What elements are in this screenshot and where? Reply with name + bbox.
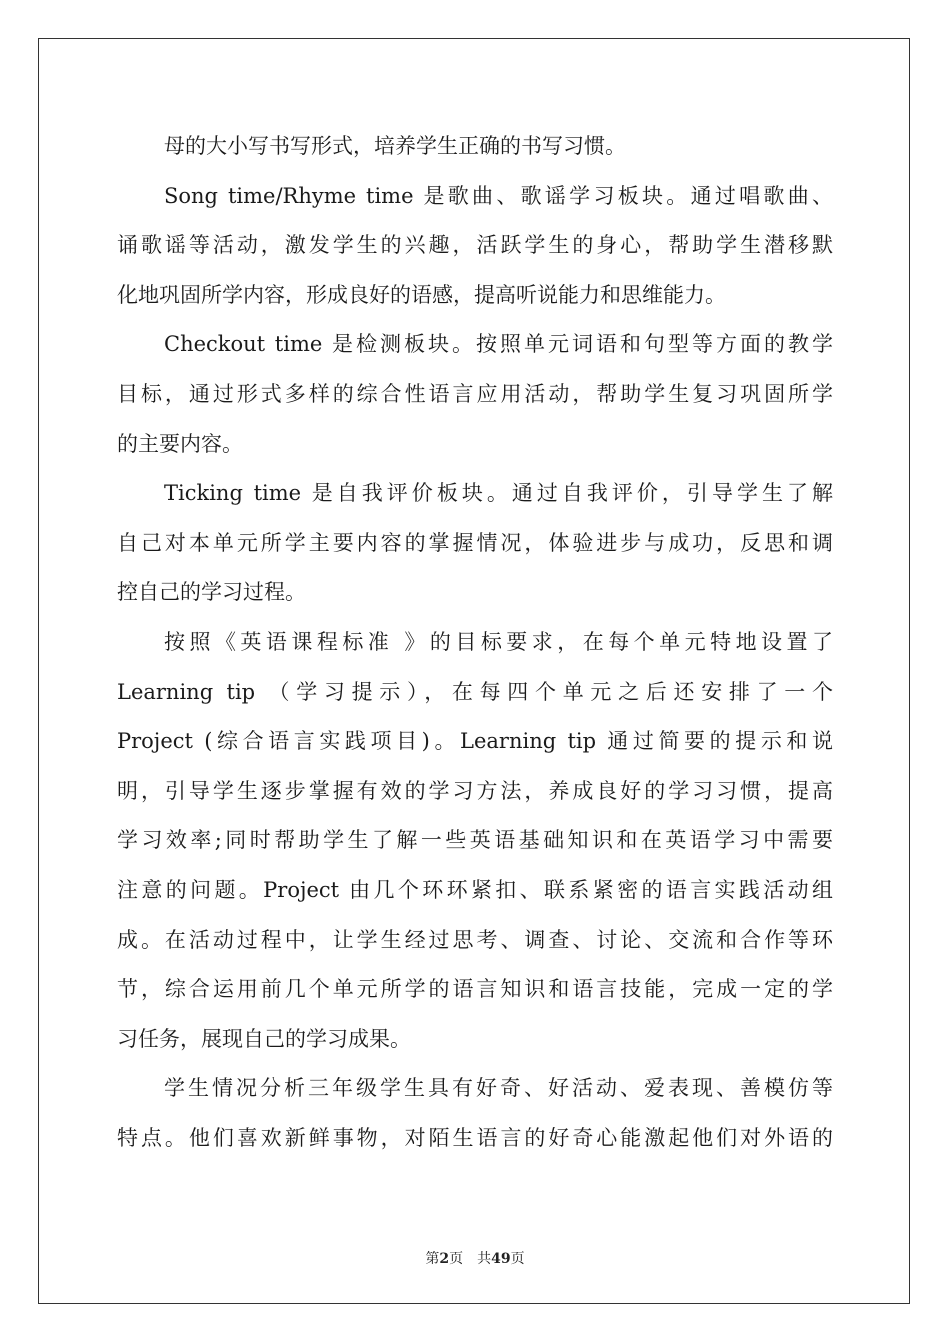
text-line: 明，引导学生逐步掌握有效的学习方法，养成良好的学习习惯，提高	[117, 778, 833, 803]
text-line: 控自己的学习过程。	[117, 580, 306, 605]
text-line: Song time/Rhyme time 是歌曲、歌谣学习板块。通过唱歌曲、	[164, 183, 833, 208]
text-line: 的主要内容。	[117, 431, 243, 456]
text-line: 成。在活动过程中，让学生经过思考、调查、讨论、交流和合作等环	[117, 927, 833, 952]
text-line: 学习效率;同时帮助学生了解一些英语基础知识和在英语学习中需要	[117, 828, 833, 853]
text-line: 注意的问题。Project 由几个环环紧扣、联系紧密的语言实践活动组	[117, 877, 833, 902]
text-line: Checkout time 是检测板块。按照单元词语和句型等方面的教学	[164, 332, 833, 357]
document-body	[117, 122, 833, 1163]
footer-page-suffix: 页	[449, 1251, 464, 1267]
footer-page-current: 2	[439, 1251, 450, 1267]
text-line: 学生情况分析三年级学生具有好奇、好活动、爱表现、善模仿等	[164, 1076, 833, 1101]
text-line: 习任务，展现自己的学习成果。	[117, 1026, 411, 1051]
text-line: 节，综合运用前几个单元所学的语言知识和语言技能，完成一定的学	[117, 977, 833, 1002]
footer-page-total: 49	[491, 1251, 511, 1267]
text-line: 目标，通过形式多样的综合性语言应用活动，帮助学生复习巩固所学	[117, 381, 833, 406]
footer-total-suffix: 页	[510, 1251, 525, 1267]
text-line: 按照《英语课程标准 》的目标要求，在每个单元特地设置了	[164, 629, 833, 654]
text-line: 母的大小写书写形式，培养学生正确的书写习惯。	[164, 134, 626, 158]
page-footer	[0, 1248, 950, 1268]
footer-total-prefix: 共	[477, 1251, 492, 1267]
footer-page-prefix: 第	[425, 1251, 440, 1267]
text-line: 特点。他们喜欢新鲜事物，对陌生语言的好奇心能激起他们对外语的	[117, 1125, 833, 1150]
text-line: Project (综合语言实践项目)。Learning tip 通过简要的提示和说	[117, 729, 833, 754]
text-line: 自己对本单元所学主要内容的掌握情况，体验进步与成功，反思和调	[117, 530, 833, 555]
text-line: Ticking time 是自我评价板块。通过自我评价，引导学生了解	[164, 481, 833, 506]
text-line: 化地巩固所学内容，形成良好的语感，提高听说能力和思维能力。	[117, 282, 726, 307]
text-line: 诵歌谣等活动，激发学生的兴趣，活跃学生的身心，帮助学生潜移默	[117, 233, 833, 258]
text-line: Learning tip （学习提示），在每四个单元之后还安排了一个	[117, 679, 833, 704]
